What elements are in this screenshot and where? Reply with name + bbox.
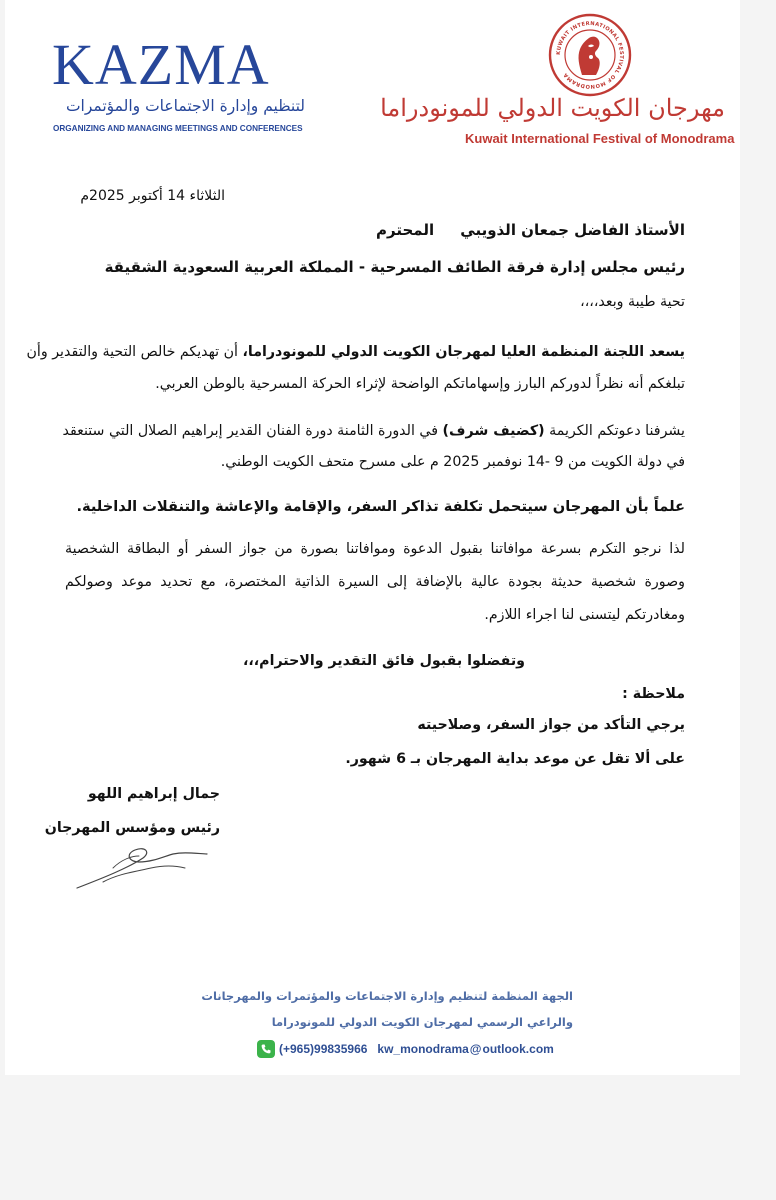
handwritten-signature (73, 838, 213, 894)
recipient-line (245, 219, 685, 241)
letter-page (5, 0, 740, 1075)
paragraph-4-line-3: ومغادرتكم ليتسنى لنا اجراء اللازم. (484, 607, 685, 623)
note-line-2: على ألا تقل عن موعد بداية المهرجان بـ 6 شهور. (345, 751, 685, 767)
paragraph-1-line-1 (26, 341, 685, 363)
recipient-title: رئيس مجلس إدارة فرقة الطائف المسرحية - المملكة العربية السعودية الشقيقة (104, 258, 685, 276)
paragraph-2-line-2: في دولة الكويت من 9 -14 نوفمبر 2025 م على مسرح متحف الكويت الوطني. (220, 454, 685, 470)
festival-name-en: Kuwait International Festival of Monodrama (465, 131, 735, 146)
festival-emblem-icon (548, 13, 632, 97)
closing: وتفضلوا بقبول فائق التقدير والاحترام،،، (243, 653, 525, 669)
paragraph-4-line-2: وصورة شخصية حديثة بجودة عالية بالإضافة إلى السيرة الذاتية المختصرة، مع تحديد موعد وصولكم (65, 574, 685, 590)
emblem-ring-text: KUWAIT INTERNATIONAL FESTIVAL OF MONODRAMA (555, 20, 625, 90)
email-at-sign: @ (469, 1042, 482, 1056)
signer-name: جمال إبراهيم اللهو (87, 786, 220, 802)
paragraph-2-line-1 (62, 420, 685, 442)
footer-contact (257, 1038, 554, 1060)
signer-title: رئيس ومؤسس المهرجان (44, 820, 220, 836)
kazma-logo: KAZMA (52, 32, 270, 97)
p2-end: في الدورة الثامنة دورة الفنان القدير إبراهيم الصلال التي ستنعقد (62, 423, 443, 439)
footer-line-2: والراعي الرسمي لمهرجان الكويت الدولي للمونودراما (271, 1015, 573, 1029)
note-label: ملاحظة : (622, 686, 685, 702)
email-domain: outlook.com (482, 1042, 554, 1056)
kazma-tagline-en: ORGANIZING AND MANAGING MEETINGS AND CONFERENCES (53, 124, 303, 133)
email-address[interactable] (377, 1042, 553, 1056)
phone-number[interactable]: (+965)99835966 (279, 1042, 368, 1056)
paragraph-3: علماً بأن المهرجان سيتحمل تكلفة تذاكر السفر، والإقامة والإعاشة والتنقلات الداخلية. (76, 498, 685, 515)
paragraph-1-line-2: تبلغكم أنه نظراً لدوركم البارز وإسهاماتكم الواضحة لإثراء الحركة المسرحية بالوطن العربي. (155, 376, 685, 392)
p1-bold-part: يسعد اللجنة المنظمة العليا لمهرجان الكويت الدولي للمونودراما، (242, 344, 685, 360)
email-user: kw_monodrama (377, 1042, 469, 1056)
p2-start: يشرفنا دعوتكم الكريمة (544, 423, 685, 439)
greeting: تحية طيبة وبعد،،،، (580, 294, 685, 310)
footer-line-1: الجهة المنظمة لتنظيم وإدارة الاجتماعات والمؤتمرات والمهرجانات (201, 989, 573, 1003)
recipient-honorific: المحترم (376, 221, 435, 239)
festival-name-ar: مهرجان الكويت الدولي للمونودراما (380, 94, 725, 122)
guest-of-honor: (كضيف شرف) (442, 423, 545, 439)
note-line-1: يرجي التأكد من جواز السفر، وصلاحيته (417, 717, 685, 733)
paragraph-4-line-1: لذا نرجو التكرم بسرعة موافاتنا بقبول الدعوة وموافاتنا بصورة من جواز السفر أو البطاقة الشخصية (65, 541, 685, 557)
recipient-name: الأستاذ الفاضل جمعان الذويبي (460, 221, 685, 239)
kazma-tagline-ar: لتنظيم وإدارة الاجتماعات والمؤتمرات (65, 97, 305, 115)
whatsapp-phone-icon (257, 1040, 275, 1058)
p1-rest: أن تهديكم خالص التحية والتقدير وأن (26, 344, 243, 360)
letter-date: الثلاثاء 14 أكتوبر 2025م (80, 188, 225, 204)
